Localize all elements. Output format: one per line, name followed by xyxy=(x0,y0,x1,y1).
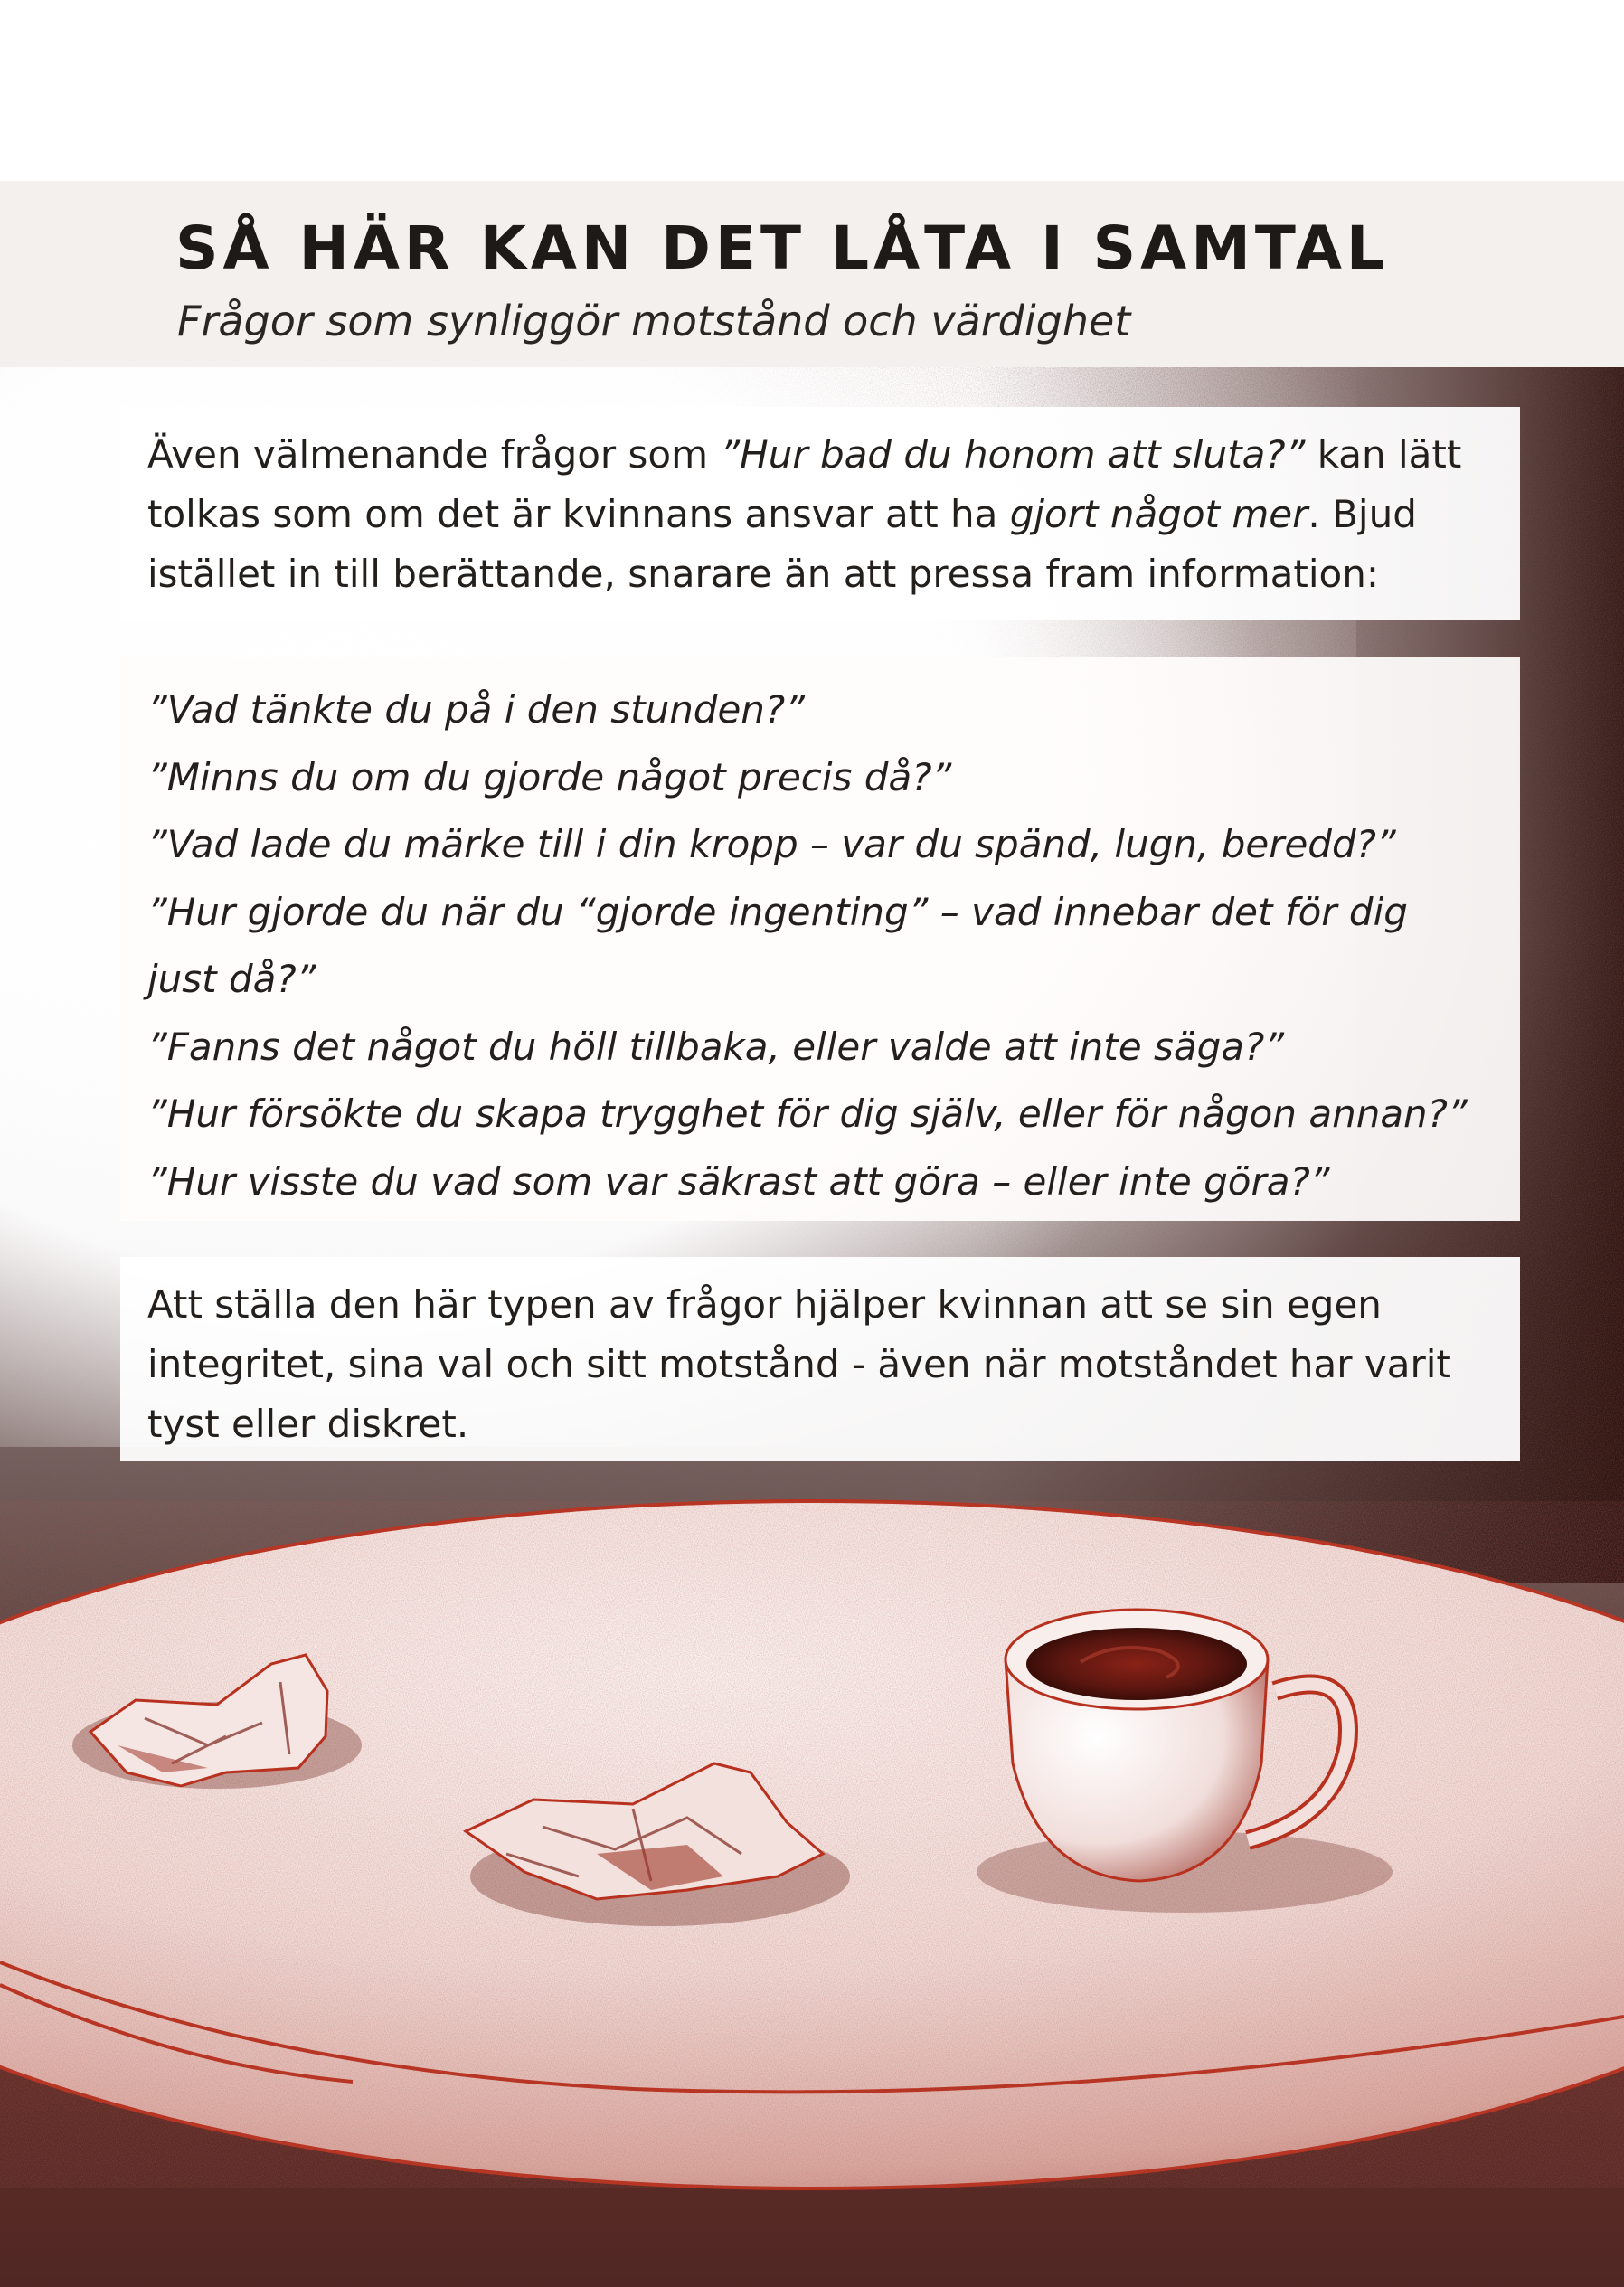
question-item: ”Vad lade du märke till i din kropp – var du spänd, lugn, beredd?” xyxy=(147,822,1396,866)
question-item: ”Hur gjorde du när du “gjorde ingenting” – vad innebar det för dig xyxy=(147,889,1408,934)
intro-panel xyxy=(120,407,1520,620)
closing-panel xyxy=(120,1257,1520,1461)
intro-line: tolkas som om det är kvinnans ansvar att ha gjort något mer. Bjud xyxy=(147,492,1417,536)
question-item: ”Hur försökte du skapa trygghet för dig själv, eller för någon annan?” xyxy=(147,1092,1468,1136)
closing-line: integritet, sina val och sitt motstånd - även när motståndet har varit xyxy=(147,1342,1451,1386)
table-illustration xyxy=(0,1465,1624,2287)
closing-line: Att ställa den här typen av frågor hjälper kvinnan att se sin egen xyxy=(147,1282,1382,1327)
question-item: ”Vad tänkte du på i den stunden?” xyxy=(147,687,805,732)
question-item: ”Hur visste du vad som var säkrast att göra – eller inte göra?” xyxy=(147,1158,1330,1204)
question-item: ”Fanns det något du höll tillbaka, eller valde att inte säga?” xyxy=(147,1024,1285,1069)
intro-line: Även välmenande frågor som ”Hur bad du honom att sluta?” kan lätt xyxy=(147,432,1462,477)
intro-line: istället in till berättande, snarare än att pressa fram information: xyxy=(147,552,1380,596)
question-list xyxy=(147,676,1520,1215)
question-item: just då?” xyxy=(147,957,316,1001)
question-item: ”Minns du om du gjorde något precis då?” xyxy=(147,754,952,799)
closing-line: tyst eller diskret. xyxy=(147,1402,469,1446)
questions-panel xyxy=(120,657,1520,1221)
page-title: SÅ HÄR KAN DET LÅTA I SAMTAL xyxy=(175,213,1389,283)
page-subtitle: Frågor som synliggör motstånd och värdighet xyxy=(177,297,1131,345)
